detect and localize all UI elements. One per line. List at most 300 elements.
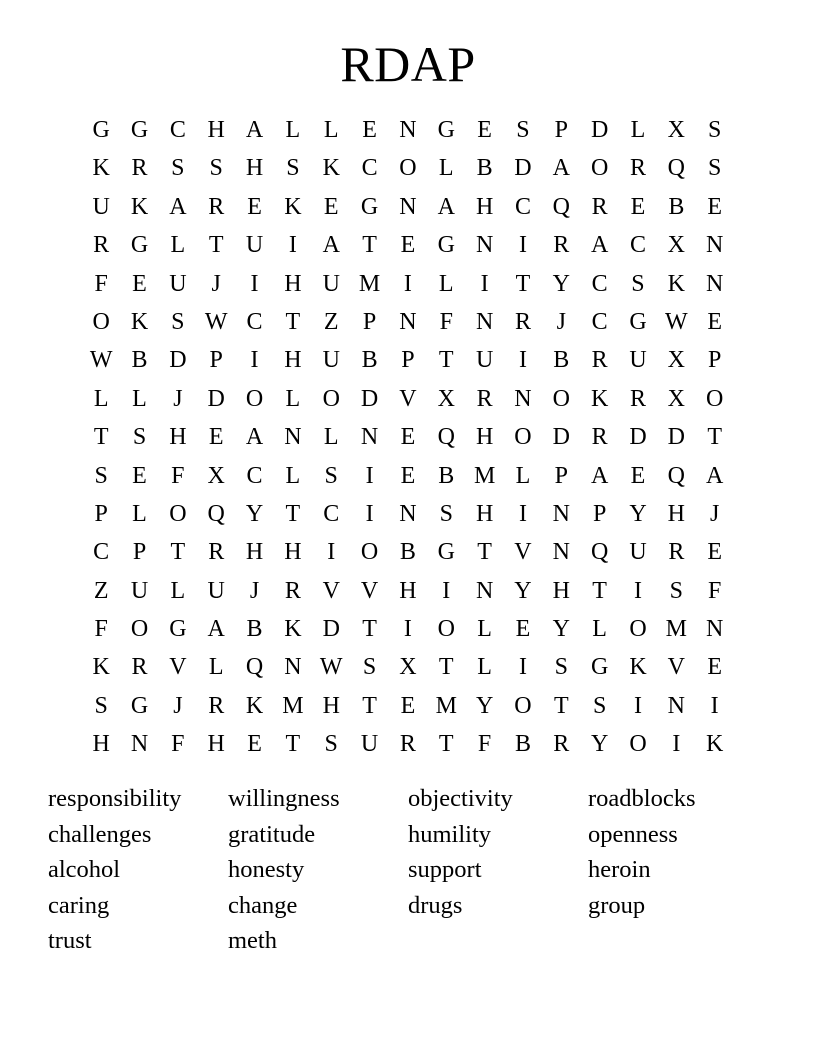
word-list-item: gratitude bbox=[228, 820, 316, 848]
grid-letter[interactable]: E bbox=[362, 117, 377, 143]
grid-letter[interactable]: S bbox=[707, 117, 722, 143]
grid-letter[interactable]: Z bbox=[93, 577, 109, 604]
grid-letter[interactable]: C bbox=[591, 308, 608, 335]
grid-letter[interactable]: U bbox=[475, 347, 494, 374]
grid-letter[interactable]: Y bbox=[552, 616, 570, 643]
grid-letter[interactable]: R bbox=[514, 308, 531, 335]
grid-letter[interactable]: R bbox=[553, 731, 570, 758]
grid-letter[interactable]: X bbox=[667, 385, 685, 412]
grid-letter[interactable]: N bbox=[399, 193, 417, 220]
grid-letter[interactable]: E bbox=[515, 616, 531, 643]
grid-letter[interactable]: S bbox=[669, 577, 683, 604]
grid-letter[interactable]: A bbox=[245, 117, 264, 143]
grid-letter[interactable]: A bbox=[169, 193, 187, 220]
grid-letter[interactable]: C bbox=[323, 500, 340, 527]
grid-letter[interactable]: Y bbox=[552, 270, 570, 297]
grid-letter[interactable]: O bbox=[130, 616, 149, 643]
grid-letter[interactable]: L bbox=[438, 270, 454, 297]
grid-letter[interactable]: H bbox=[245, 539, 264, 566]
grid-letter[interactable]: N bbox=[399, 308, 417, 335]
grid-letter[interactable]: K bbox=[667, 270, 685, 297]
grid-letter[interactable]: S bbox=[324, 462, 338, 489]
grid-letter[interactable]: K bbox=[322, 155, 340, 182]
grid-letter[interactable]: B bbox=[668, 193, 685, 220]
grid-letter[interactable]: D bbox=[667, 424, 685, 451]
grid-letter[interactable]: Y bbox=[514, 577, 532, 604]
grid-letter[interactable]: X bbox=[667, 347, 685, 374]
grid-letter[interactable]: B bbox=[131, 347, 148, 374]
grid-letter[interactable]: I bbox=[672, 731, 681, 758]
grid-letter[interactable]: L bbox=[477, 654, 492, 681]
grid-letter[interactable]: R bbox=[208, 539, 225, 566]
grid-letter[interactable]: Q bbox=[437, 424, 455, 451]
grid-letter[interactable]: F bbox=[439, 308, 453, 335]
grid-letter[interactable]: L bbox=[285, 117, 301, 143]
grid-letter[interactable]: K bbox=[706, 731, 724, 758]
grid-letter[interactable]: Q bbox=[667, 155, 685, 182]
grid-letter[interactable]: J bbox=[211, 270, 221, 297]
grid-letter[interactable]: R bbox=[553, 232, 570, 259]
grid-letter[interactable]: L bbox=[208, 654, 224, 681]
grid-letter[interactable]: O bbox=[629, 616, 647, 643]
grid-letter[interactable]: J bbox=[173, 385, 183, 412]
grid-letter[interactable]: I bbox=[403, 616, 412, 643]
grid-letter[interactable]: E bbox=[132, 270, 147, 297]
grid-letter[interactable]: Q bbox=[552, 193, 570, 220]
grid-letter[interactable]: N bbox=[667, 692, 685, 719]
grid-letter[interactable]: F bbox=[171, 462, 185, 489]
grid-letter[interactable]: R bbox=[476, 385, 493, 412]
grid-letter[interactable]: H bbox=[667, 500, 685, 527]
grid-letter[interactable]: P bbox=[554, 117, 568, 143]
grid-letter[interactable]: E bbox=[707, 539, 722, 566]
grid-letter[interactable]: R bbox=[591, 424, 608, 451]
grid-letter[interactable]: N bbox=[399, 117, 417, 143]
grid-letter[interactable]: M bbox=[473, 462, 496, 489]
grid-letter[interactable]: L bbox=[93, 385, 109, 412]
grid-letter[interactable]: M bbox=[282, 692, 304, 719]
grid-letter[interactable]: R bbox=[591, 347, 608, 374]
grid-letter[interactable]: V bbox=[667, 654, 685, 681]
word-list-item: caring bbox=[48, 891, 110, 919]
grid-letter[interactable]: U bbox=[322, 270, 340, 297]
grid-letter[interactable]: X bbox=[207, 462, 225, 489]
grid-letter[interactable]: T bbox=[477, 539, 492, 566]
grid-letter[interactable]: T bbox=[438, 347, 454, 374]
grid-letter[interactable]: F bbox=[477, 731, 492, 758]
grid-letter[interactable]: S bbox=[592, 692, 607, 719]
word-list-item: honesty bbox=[228, 856, 305, 883]
grid-letter[interactable]: R bbox=[284, 577, 301, 604]
grid-letter[interactable]: G bbox=[360, 193, 379, 220]
grid-letter[interactable]: L bbox=[630, 117, 646, 143]
grid-letter[interactable]: I bbox=[518, 654, 527, 681]
grid-letter[interactable]: R bbox=[131, 654, 148, 681]
grid-letter[interactable]: W bbox=[89, 347, 113, 374]
grid-letter[interactable]: K bbox=[130, 193, 149, 220]
grid-letter[interactable]: T bbox=[515, 270, 531, 297]
grid-letter[interactable]: S bbox=[439, 500, 453, 527]
grid-letter[interactable]: X bbox=[667, 117, 685, 143]
grid-letter[interactable]: W bbox=[204, 308, 228, 335]
grid-letter[interactable]: P bbox=[362, 308, 377, 335]
grid-letter[interactable]: N bbox=[475, 232, 494, 259]
word-list-item: challenges bbox=[48, 820, 152, 848]
grid-letter[interactable]: V bbox=[360, 577, 379, 604]
grid-letter[interactable]: E bbox=[208, 424, 224, 451]
grid-letter[interactable]: T bbox=[285, 500, 301, 527]
grid-letter[interactable]: O bbox=[552, 385, 570, 412]
grid-letter[interactable]: K bbox=[629, 654, 647, 681]
grid-letter[interactable]: U bbox=[360, 731, 379, 758]
grid-letter[interactable]: D bbox=[590, 117, 609, 143]
grid-letter[interactable]: U bbox=[130, 577, 149, 604]
grid-letter[interactable]: W bbox=[665, 308, 688, 335]
grid-letter[interactable]: C bbox=[514, 193, 531, 220]
grid-letter[interactable]: F bbox=[707, 577, 722, 604]
grid-letter[interactable]: C bbox=[93, 539, 110, 566]
grid-letter[interactable]: I bbox=[518, 500, 527, 527]
grid-letter[interactable]: E bbox=[630, 193, 646, 220]
grid-letter[interactable]: X bbox=[399, 654, 417, 681]
word-list-item: group bbox=[588, 891, 646, 919]
grid-letter[interactable]: F bbox=[94, 270, 108, 297]
grid-letter[interactable]: G bbox=[437, 539, 455, 566]
grid-letter[interactable]: T bbox=[362, 232, 377, 259]
grid-letter[interactable]: S bbox=[707, 155, 722, 182]
grid-letter[interactable]: E bbox=[400, 232, 416, 259]
grid-letter[interactable]: L bbox=[477, 616, 492, 643]
grid-letter[interactable]: I bbox=[518, 232, 527, 259]
grid-letter[interactable]: R bbox=[208, 193, 225, 220]
grid-letter[interactable]: H bbox=[399, 577, 417, 604]
grid-letter[interactable]: J bbox=[710, 500, 720, 527]
grid-letter[interactable]: L bbox=[323, 424, 339, 451]
grid-letter[interactable]: B bbox=[553, 347, 570, 374]
grid-letter[interactable]: U bbox=[245, 232, 264, 259]
grid-letter[interactable]: W bbox=[319, 654, 343, 681]
grid-letter[interactable]: I bbox=[442, 577, 451, 604]
grid-letter[interactable]: A bbox=[706, 462, 724, 489]
grid-letter[interactable]: C bbox=[246, 308, 263, 335]
grid-letter[interactable]: P bbox=[132, 539, 147, 566]
grid-letter[interactable]: I bbox=[633, 577, 642, 604]
grid-letter[interactable]: H bbox=[475, 193, 494, 220]
grid-letter[interactable]: Z bbox=[323, 308, 339, 335]
grid-letter[interactable]: S bbox=[324, 731, 338, 758]
grid-letter[interactable]: L bbox=[170, 232, 186, 259]
grid-letter[interactable]: G bbox=[169, 616, 187, 643]
grid-letter[interactable]: Q bbox=[590, 539, 609, 566]
grid-letter[interactable]: I bbox=[710, 692, 719, 719]
grid-letter[interactable]: P bbox=[94, 500, 108, 527]
grid-letter[interactable]: J bbox=[173, 692, 183, 719]
grid-letter[interactable]: N bbox=[284, 424, 302, 451]
grid-letter[interactable]: A bbox=[207, 616, 225, 643]
grid-letter[interactable]: H bbox=[207, 117, 225, 143]
grid-letter[interactable]: F bbox=[94, 616, 108, 643]
grid-letter[interactable]: M bbox=[358, 270, 381, 297]
grid-letter[interactable]: P bbox=[554, 462, 568, 489]
grid-letter[interactable]: N bbox=[399, 500, 417, 527]
word-list-item: meth bbox=[228, 927, 277, 954]
grid-letter[interactable]: Q bbox=[207, 500, 225, 527]
grid-letter[interactable]: F bbox=[171, 731, 185, 758]
grid-letter[interactable]: T bbox=[285, 308, 301, 335]
grid-letter[interactable]: T bbox=[362, 616, 377, 643]
grid-letter[interactable]: H bbox=[322, 692, 340, 719]
grid-letter[interactable]: I bbox=[327, 539, 336, 566]
grid-letter[interactable]: H bbox=[284, 539, 302, 566]
grid-letter[interactable]: X bbox=[437, 385, 455, 412]
grid-letter[interactable]: Y bbox=[245, 500, 264, 527]
grid-letter[interactable]: R bbox=[629, 385, 646, 412]
grid-letter[interactable]: I bbox=[480, 270, 489, 297]
grid-letter[interactable]: T bbox=[362, 692, 377, 719]
grid-letter[interactable]: C bbox=[629, 232, 646, 259]
grid-letter[interactable]: R bbox=[93, 232, 110, 259]
grid-letter[interactable]: B bbox=[476, 155, 493, 182]
grid-letter[interactable]: O bbox=[437, 616, 455, 643]
grid-letter[interactable]: A bbox=[552, 155, 570, 182]
grid-letter[interactable]: A bbox=[245, 424, 264, 451]
grid-letter[interactable]: N bbox=[706, 270, 724, 297]
grid-letter[interactable]: D bbox=[629, 424, 647, 451]
grid-letter[interactable]: V bbox=[322, 577, 340, 604]
grid-letter[interactable]: R bbox=[208, 692, 225, 719]
grid-letter[interactable]: G bbox=[590, 654, 609, 681]
letter-grid[interactable] bbox=[82, 111, 734, 764]
grid-letter[interactable]: G bbox=[130, 117, 149, 143]
grid-letter[interactable]: D bbox=[360, 385, 379, 412]
grid-letter[interactable]: K bbox=[92, 155, 110, 182]
word-list-item: humility bbox=[408, 820, 492, 848]
grid-letter[interactable]: H bbox=[92, 731, 110, 758]
grid-letter[interactable]: H bbox=[284, 270, 302, 297]
grid-letter[interactable]: O bbox=[399, 155, 417, 182]
grid-letter[interactable]: S bbox=[171, 308, 185, 335]
grid-letter[interactable]: H bbox=[169, 424, 187, 451]
grid-letter[interactable]: I bbox=[403, 270, 412, 297]
grid-letter[interactable]: D bbox=[169, 347, 187, 374]
grid-letter[interactable]: B bbox=[514, 731, 531, 758]
grid-letter[interactable]: O bbox=[360, 539, 379, 566]
grid-letter[interactable]: V bbox=[514, 539, 532, 566]
grid-letter[interactable]: O bbox=[590, 155, 609, 182]
grid-letter[interactable]: T bbox=[553, 692, 569, 719]
grid-letter[interactable]: D bbox=[514, 155, 532, 182]
grid-letter[interactable]: A bbox=[322, 232, 340, 259]
grid-letter[interactable]: H bbox=[475, 500, 494, 527]
grid-letter[interactable]: T bbox=[285, 731, 301, 758]
grid-letter[interactable]: E bbox=[477, 117, 492, 143]
grid-letter[interactable]: E bbox=[323, 193, 339, 220]
grid-letter[interactable]: I bbox=[250, 347, 259, 374]
grid-letter[interactable]: T bbox=[170, 539, 186, 566]
grid-letter[interactable]: H bbox=[284, 347, 302, 374]
grid-letter[interactable]: E bbox=[247, 731, 262, 758]
grid-letter[interactable]: I bbox=[250, 270, 259, 297]
grid-letter[interactable]: L bbox=[438, 155, 454, 182]
grid-letter[interactable]: G bbox=[130, 232, 149, 259]
grid-letter[interactable]: X bbox=[667, 232, 685, 259]
grid-letter[interactable]: U bbox=[629, 347, 647, 374]
grid-letter[interactable]: O bbox=[514, 424, 532, 451]
grid-letter[interactable]: T bbox=[438, 654, 454, 681]
grid-letter[interactable]: T bbox=[592, 577, 607, 604]
grid-letter[interactable]: U bbox=[322, 347, 340, 374]
grid-letter[interactable]: O bbox=[169, 500, 187, 527]
grid-letter[interactable]: S bbox=[94, 692, 108, 719]
grid-letter[interactable]: I bbox=[365, 462, 374, 489]
grid-letter[interactable]: S bbox=[209, 155, 223, 182]
grid-letter[interactable]: S bbox=[554, 654, 568, 681]
grid-letter[interactable]: L bbox=[323, 117, 339, 143]
word-list-item: trust bbox=[48, 927, 92, 954]
grid-letter[interactable]: L bbox=[592, 616, 607, 643]
grid-letter[interactable]: N bbox=[552, 539, 570, 566]
grid-letter[interactable]: V bbox=[169, 654, 187, 681]
grid-letter[interactable]: M bbox=[435, 692, 457, 719]
grid-letter[interactable]: L bbox=[285, 385, 301, 412]
grid-letter[interactable]: E bbox=[247, 193, 262, 220]
grid-letter[interactable]: T bbox=[93, 424, 109, 451]
grid-letter[interactable]: S bbox=[362, 654, 377, 681]
grid-letter[interactable]: T bbox=[707, 424, 722, 451]
grid-letter[interactable]: K bbox=[245, 692, 264, 719]
grid-letter[interactable]: O bbox=[514, 692, 532, 719]
grid-letter[interactable]: H bbox=[207, 731, 225, 758]
grid-letter[interactable]: C bbox=[246, 462, 263, 489]
grid-letter[interactable]: E bbox=[400, 424, 416, 451]
puzzle-title: RDAP bbox=[340, 36, 476, 92]
grid-letter[interactable]: U bbox=[92, 193, 110, 220]
grid-letter[interactable]: G bbox=[629, 308, 647, 335]
grid-letter[interactable]: I bbox=[365, 500, 374, 527]
grid-letter[interactable]: A bbox=[590, 462, 609, 489]
grid-letter[interactable]: E bbox=[400, 692, 416, 719]
grid-letter[interactable]: Y bbox=[590, 731, 609, 758]
grid-letter[interactable]: O bbox=[706, 385, 724, 412]
grid-letter[interactable]: Q bbox=[245, 654, 264, 681]
grid-letter[interactable]: E bbox=[400, 462, 416, 489]
grid-letter[interactable]: L bbox=[170, 577, 186, 604]
grid-letter[interactable]: U bbox=[629, 539, 647, 566]
grid-letter[interactable]: S bbox=[171, 155, 185, 182]
grid-letter[interactable]: T bbox=[438, 731, 454, 758]
grid-letter[interactable]: P bbox=[592, 500, 607, 527]
grid-letter[interactable]: H bbox=[475, 424, 494, 451]
grid-letter[interactable]: I bbox=[288, 232, 297, 259]
grid-letter[interactable]: K bbox=[92, 654, 110, 681]
grid-letter[interactable]: E bbox=[707, 308, 722, 335]
grid-letter[interactable]: P bbox=[209, 347, 223, 374]
grid-letter[interactable]: A bbox=[437, 193, 455, 220]
grid-letter[interactable]: M bbox=[665, 616, 687, 643]
grid-letter[interactable]: S bbox=[286, 155, 300, 182]
grid-letter[interactable]: R bbox=[629, 155, 646, 182]
grid-letter[interactable]: I bbox=[633, 692, 642, 719]
grid-letter[interactable]: V bbox=[399, 385, 417, 412]
grid-letter[interactable]: E bbox=[630, 462, 646, 489]
grid-letter[interactable]: B bbox=[399, 539, 416, 566]
grid-letter[interactable]: G bbox=[437, 232, 455, 259]
grid-letter[interactable]: O bbox=[322, 385, 340, 412]
grid-letter[interactable]: K bbox=[284, 193, 302, 220]
grid-letter[interactable]: N bbox=[552, 500, 570, 527]
grid-letter[interactable]: N bbox=[706, 232, 724, 259]
grid-letter[interactable]: S bbox=[631, 270, 645, 297]
grid-letter[interactable]: C bbox=[361, 155, 378, 182]
grid-letter[interactable]: P bbox=[707, 347, 722, 374]
grid-letter[interactable]: D bbox=[207, 385, 225, 412]
grid-letter[interactable]: D bbox=[322, 616, 340, 643]
grid-letter[interactable]: R bbox=[591, 193, 608, 220]
grid-letter[interactable]: G bbox=[437, 117, 455, 143]
word-list-item: willingness bbox=[228, 785, 340, 812]
grid-letter[interactable]: N bbox=[475, 577, 494, 604]
grid-letter[interactable]: S bbox=[94, 462, 108, 489]
grid-letter[interactable]: K bbox=[130, 308, 149, 335]
grid-letter[interactable]: L bbox=[132, 500, 147, 527]
grid-letter[interactable]: O bbox=[629, 731, 647, 758]
grid-letter[interactable]: R bbox=[131, 155, 148, 182]
grid-letter[interactable]: L bbox=[285, 462, 301, 489]
grid-letter[interactable]: B bbox=[361, 347, 378, 374]
grid-letter[interactable]: K bbox=[590, 385, 609, 412]
grid-letter[interactable]: G bbox=[130, 692, 149, 719]
grid-letter[interactable]: N bbox=[284, 654, 302, 681]
grid-letter[interactable]: S bbox=[516, 117, 530, 143]
grid-letter[interactable]: B bbox=[438, 462, 455, 489]
grid-letter[interactable]: N bbox=[130, 731, 149, 758]
grid-letter[interactable]: E bbox=[707, 193, 722, 220]
grid-letter[interactable]: N bbox=[514, 385, 532, 412]
grid-letter[interactable]: H bbox=[552, 577, 570, 604]
grid-letter[interactable]: U bbox=[169, 270, 187, 297]
grid-letter[interactable]: R bbox=[668, 539, 685, 566]
grid-letter[interactable]: T bbox=[208, 232, 224, 259]
grid-letter[interactable]: O bbox=[245, 385, 264, 412]
grid-letter[interactable]: Y bbox=[475, 692, 494, 719]
grid-letter[interactable]: R bbox=[399, 731, 416, 758]
grid-letter[interactable]: L bbox=[515, 462, 531, 489]
grid-letter[interactable]: D bbox=[552, 424, 570, 451]
grid-letter[interactable]: C bbox=[591, 270, 608, 297]
grid-letter[interactable]: N bbox=[706, 616, 724, 643]
grid-letter[interactable]: N bbox=[360, 424, 379, 451]
grid-letter[interactable]: Y bbox=[629, 500, 647, 527]
grid-letter[interactable]: E bbox=[132, 462, 147, 489]
grid-letter[interactable]: Q bbox=[667, 462, 685, 489]
grid-letter[interactable]: G bbox=[92, 117, 110, 143]
grid-letter[interactable]: P bbox=[401, 347, 415, 374]
grid-letter[interactable]: C bbox=[169, 117, 186, 143]
grid-letter[interactable]: J bbox=[556, 308, 566, 335]
grid-letter[interactable]: B bbox=[246, 616, 263, 643]
grid-letter[interactable]: E bbox=[707, 654, 722, 681]
grid-letter[interactable]: O bbox=[92, 308, 110, 335]
grid-letter[interactable]: J bbox=[249, 577, 260, 604]
grid-letter[interactable]: K bbox=[284, 616, 302, 643]
grid-letter[interactable]: I bbox=[518, 347, 527, 374]
grid-letter[interactable]: N bbox=[475, 308, 494, 335]
grid-letter[interactable]: U bbox=[207, 577, 225, 604]
grid-letter[interactable]: S bbox=[132, 424, 147, 451]
grid-letter[interactable]: L bbox=[132, 385, 147, 412]
grid-letter[interactable]: A bbox=[590, 232, 609, 259]
grid-letter[interactable]: H bbox=[245, 155, 264, 182]
